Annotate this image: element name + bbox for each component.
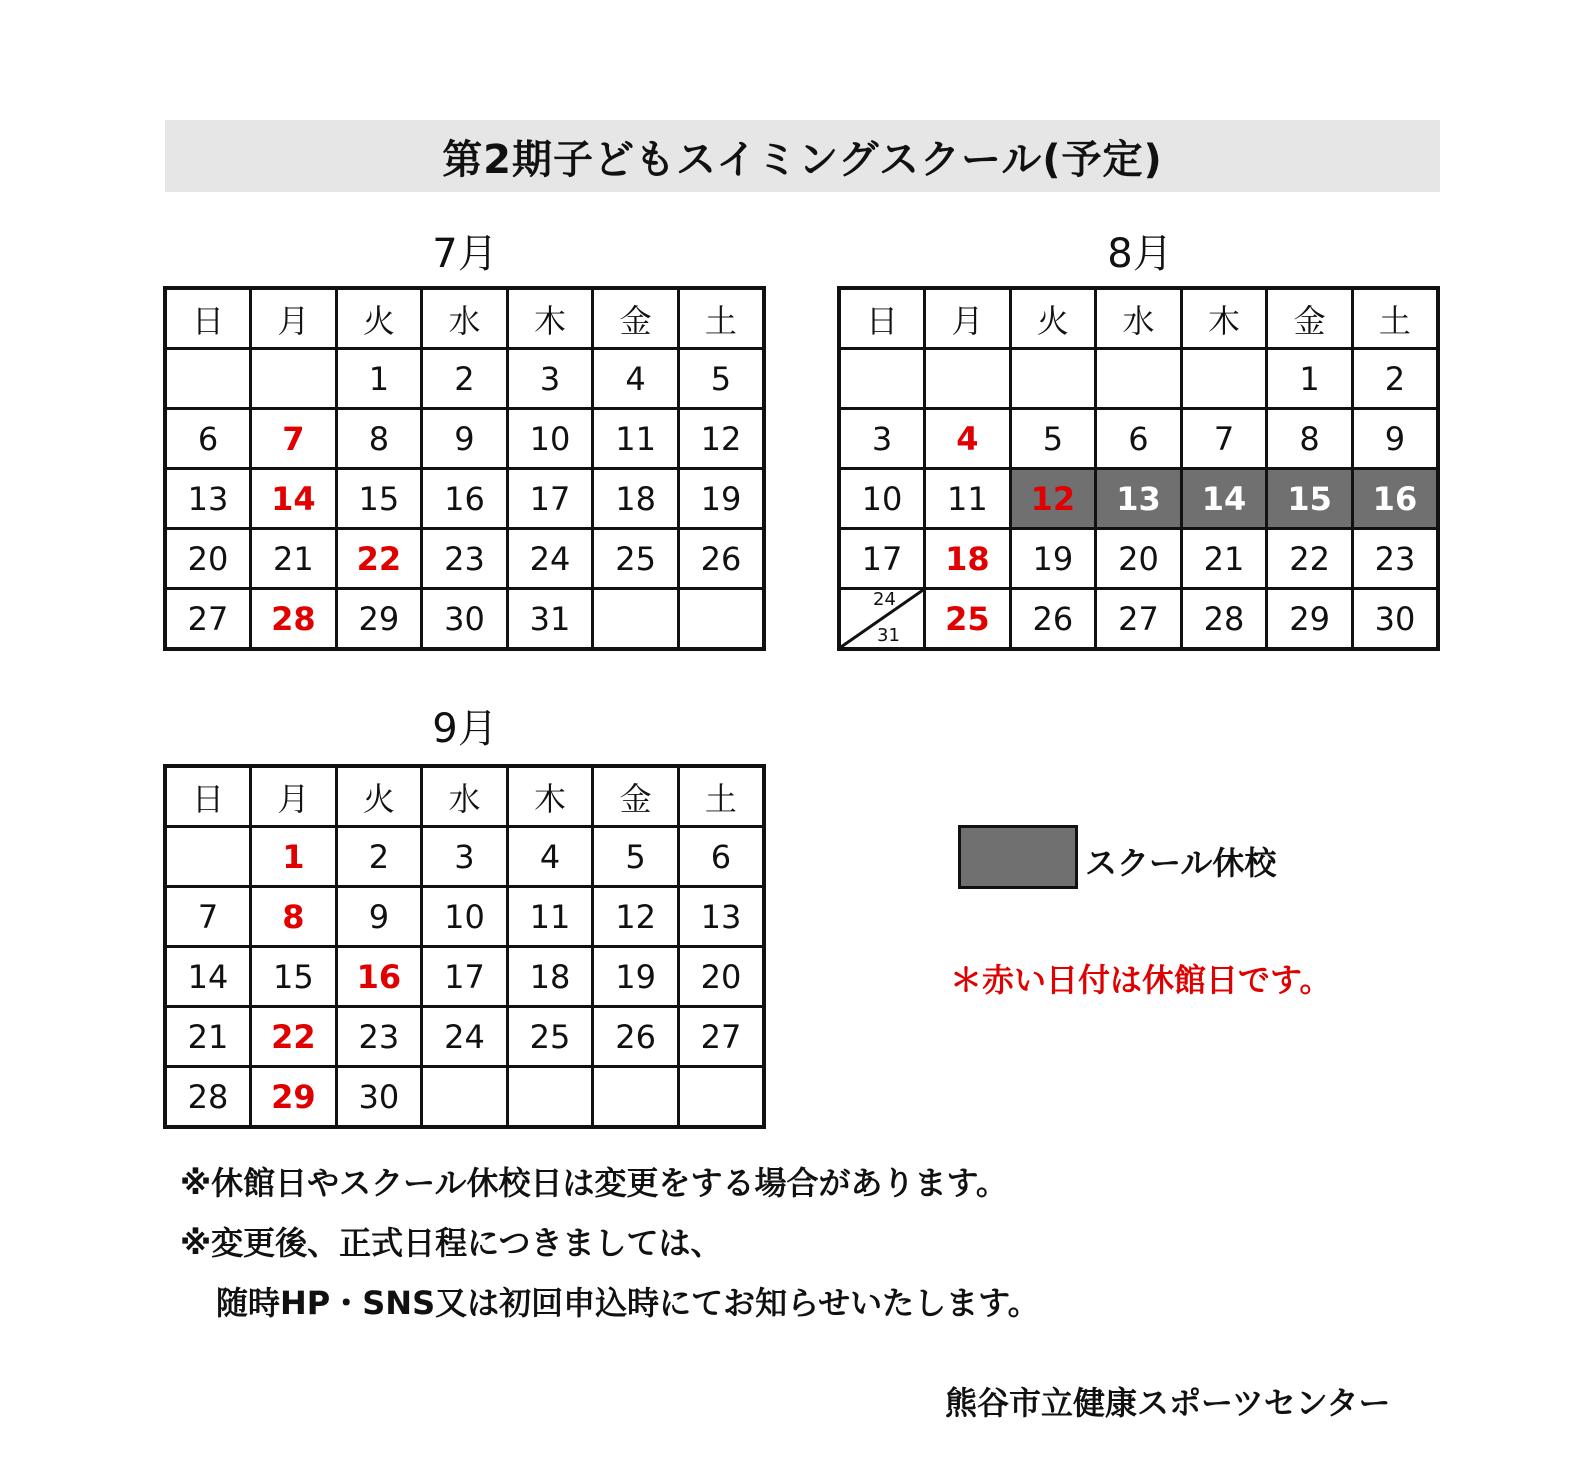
day-cell: 21 [165,1007,251,1067]
day-cell [925,349,1011,409]
day-cell-holiday: 1 [251,827,337,887]
legend-label: スクール休校 [1085,844,1277,882]
day-cell: 15 [336,469,422,529]
day-cell [165,827,251,887]
day-cell: 30 [1352,589,1438,650]
weekday-header: 金 [1267,288,1353,349]
weekday-header: 火 [336,766,422,827]
day-cell: 2 [1352,349,1438,409]
week-row [839,529,1438,589]
weekday-header: 火 [1010,288,1096,349]
day-cell: 9 [422,409,508,469]
weekday-header: 水 [1096,288,1182,349]
week-row [839,409,1438,469]
day-cell: 27 [1096,589,1182,650]
day-cell [678,589,764,650]
day-cell: 30 [422,589,508,650]
day-cell: 17 [839,529,925,589]
week-row [165,947,764,1007]
day-cell-school-closed: 15 [1267,469,1353,529]
day-cell: 17 [507,469,593,529]
day-cell: 12 [678,409,764,469]
weekday-header: 土 [678,288,764,349]
day-cell: 25 [507,1007,593,1067]
organization-name: 熊谷市立健康スポーツセンター [945,1384,1391,1422]
day-cell-holiday: 16 [336,947,422,1007]
day-cell: 29 [1267,589,1353,650]
day-cell: 21 [251,529,337,589]
day-cell: 24 [507,529,593,589]
day-cell: 18 [507,947,593,1007]
day-cell: 26 [593,1007,679,1067]
weekday-header: 月 [251,288,337,349]
day-cell: 26 [678,529,764,589]
day-number: 31 [877,625,900,646]
weekday-header: 日 [165,288,251,349]
weekday-header: 日 [839,288,925,349]
day-cell: 25 [593,529,679,589]
day-cell: 24 [422,1007,508,1067]
day-cell [678,1067,764,1128]
day-cell: 7 [165,887,251,947]
day-cell: 8 [336,409,422,469]
day-cell: 20 [678,947,764,1007]
day-cell: 5 [1010,409,1096,469]
day-cell: 2 [422,349,508,409]
day-cell: 4 [593,349,679,409]
day-cell-holiday: 7 [251,409,337,469]
day-cell: 28 [1181,589,1267,650]
day-cell: 19 [1010,529,1096,589]
month-label-september: 9月 [432,706,498,752]
day-cell: 3 [839,409,925,469]
day-cell: 20 [165,529,251,589]
day-cell: 6 [165,409,251,469]
day-cell: 13 [678,887,764,947]
day-cell-split [839,589,925,650]
day-cell: 16 [422,469,508,529]
day-cell-holiday: 14 [251,469,337,529]
day-cell [1096,349,1182,409]
day-cell: 9 [1352,409,1438,469]
weekday-header: 金 [593,766,679,827]
day-number: 24 [873,589,896,610]
week-row [839,469,1438,529]
day-cell [593,1067,679,1128]
day-cell: 9 [336,887,422,947]
day-cell: 2 [336,827,422,887]
day-cell: 30 [336,1067,422,1128]
day-cell: 10 [839,469,925,529]
day-cell: 11 [593,409,679,469]
week-row [165,589,764,650]
day-cell [1010,349,1096,409]
weekday-header-row [165,288,764,349]
day-cell [839,349,925,409]
day-cell: 19 [593,947,679,1007]
note-line-1: ※休館日やスクール休校日は変更をする場合があります。 [180,1164,1008,1202]
day-cell-school-closed: 14 [1181,469,1267,529]
weekday-header: 土 [678,766,764,827]
day-cell: 10 [507,409,593,469]
day-cell: 29 [336,589,422,650]
day-cell-holiday: 29 [251,1067,337,1128]
page-title: 第2期子どもスイミングスクール(予定) [165,120,1440,192]
week-row [165,529,764,589]
day-cell: 13 [165,469,251,529]
note-line-2: ※変更後、正式日程につきましては、 [180,1224,723,1262]
weekday-header: 金 [593,288,679,349]
weekday-header: 木 [507,766,593,827]
day-cell: 10 [422,887,508,947]
day-cell-holiday: 22 [251,1007,337,1067]
day-cell-holiday: 8 [251,887,337,947]
week-row [839,589,1438,650]
day-cell: 19 [678,469,764,529]
week-row [839,349,1438,409]
weekday-header: 日 [165,766,251,827]
day-cell [422,1067,508,1128]
weekday-header: 木 [1181,288,1267,349]
week-row [165,1067,764,1128]
week-row [165,469,764,529]
day-cell: 11 [507,887,593,947]
holiday-note: ＊赤い日付は休館日です。 [950,961,1332,999]
day-cell: 17 [422,947,508,1007]
day-cell-holiday: 4 [925,409,1011,469]
day-cell: 15 [251,947,337,1007]
day-cell: 8 [1267,409,1353,469]
day-cell: 6 [678,827,764,887]
day-cell: 12 [593,887,679,947]
day-cell: 1 [1267,349,1353,409]
week-row [165,1007,764,1067]
calendar-september [163,764,766,1129]
day-cell-holiday: 25 [925,589,1011,650]
week-row [165,409,764,469]
day-cell: 6 [1096,409,1182,469]
day-cell: 27 [165,589,251,650]
day-cell: 31 [507,589,593,650]
day-cell: 5 [678,349,764,409]
day-cell: 26 [1010,589,1096,650]
day-cell [165,349,251,409]
week-row [165,827,764,887]
calendar-august [837,286,1440,651]
weekday-header-row [165,766,764,827]
day-cell-holiday: 28 [251,589,337,650]
weekday-header-row [839,288,1438,349]
day-cell: 22 [1267,529,1353,589]
day-cell: 3 [422,827,508,887]
day-cell: 7 [1181,409,1267,469]
day-cell: 28 [165,1067,251,1128]
day-cell: 23 [336,1007,422,1067]
month-label-july: 7月 [432,231,498,277]
day-cell: 1 [336,349,422,409]
day-cell-school-closed: 13 [1096,469,1182,529]
day-cell: 11 [925,469,1011,529]
day-cell [593,589,679,650]
day-cell: 23 [422,529,508,589]
weekday-header: 月 [925,288,1011,349]
calendar-july [163,286,766,651]
day-cell: 4 [507,827,593,887]
day-cell [251,349,337,409]
day-cell: 27 [678,1007,764,1067]
note-line-3: 随時HP・SNS又は初回申込時にてお知らせいたします。 [216,1284,1040,1322]
day-cell-holiday: 22 [336,529,422,589]
weekday-header: 土 [1352,288,1438,349]
day-cell-school-closed: 16 [1352,469,1438,529]
day-cell: 5 [593,827,679,887]
day-cell [1181,349,1267,409]
day-cell: 20 [1096,529,1182,589]
month-label-august: 8月 [1107,231,1173,277]
weekday-header: 火 [336,288,422,349]
weekday-header: 水 [422,766,508,827]
day-cell: 18 [593,469,679,529]
day-cell: 14 [165,947,251,1007]
day-cell: 3 [507,349,593,409]
weekday-header: 木 [507,288,593,349]
day-cell-school-closed: 12 [1010,469,1096,529]
week-row [165,349,764,409]
weekday-header: 月 [251,766,337,827]
day-cell-holiday: 18 [925,529,1011,589]
week-row [165,887,764,947]
day-cell: 21 [1181,529,1267,589]
weekday-header: 水 [422,288,508,349]
day-cell [507,1067,593,1128]
legend-swatch [958,825,1078,889]
day-cell: 23 [1352,529,1438,589]
